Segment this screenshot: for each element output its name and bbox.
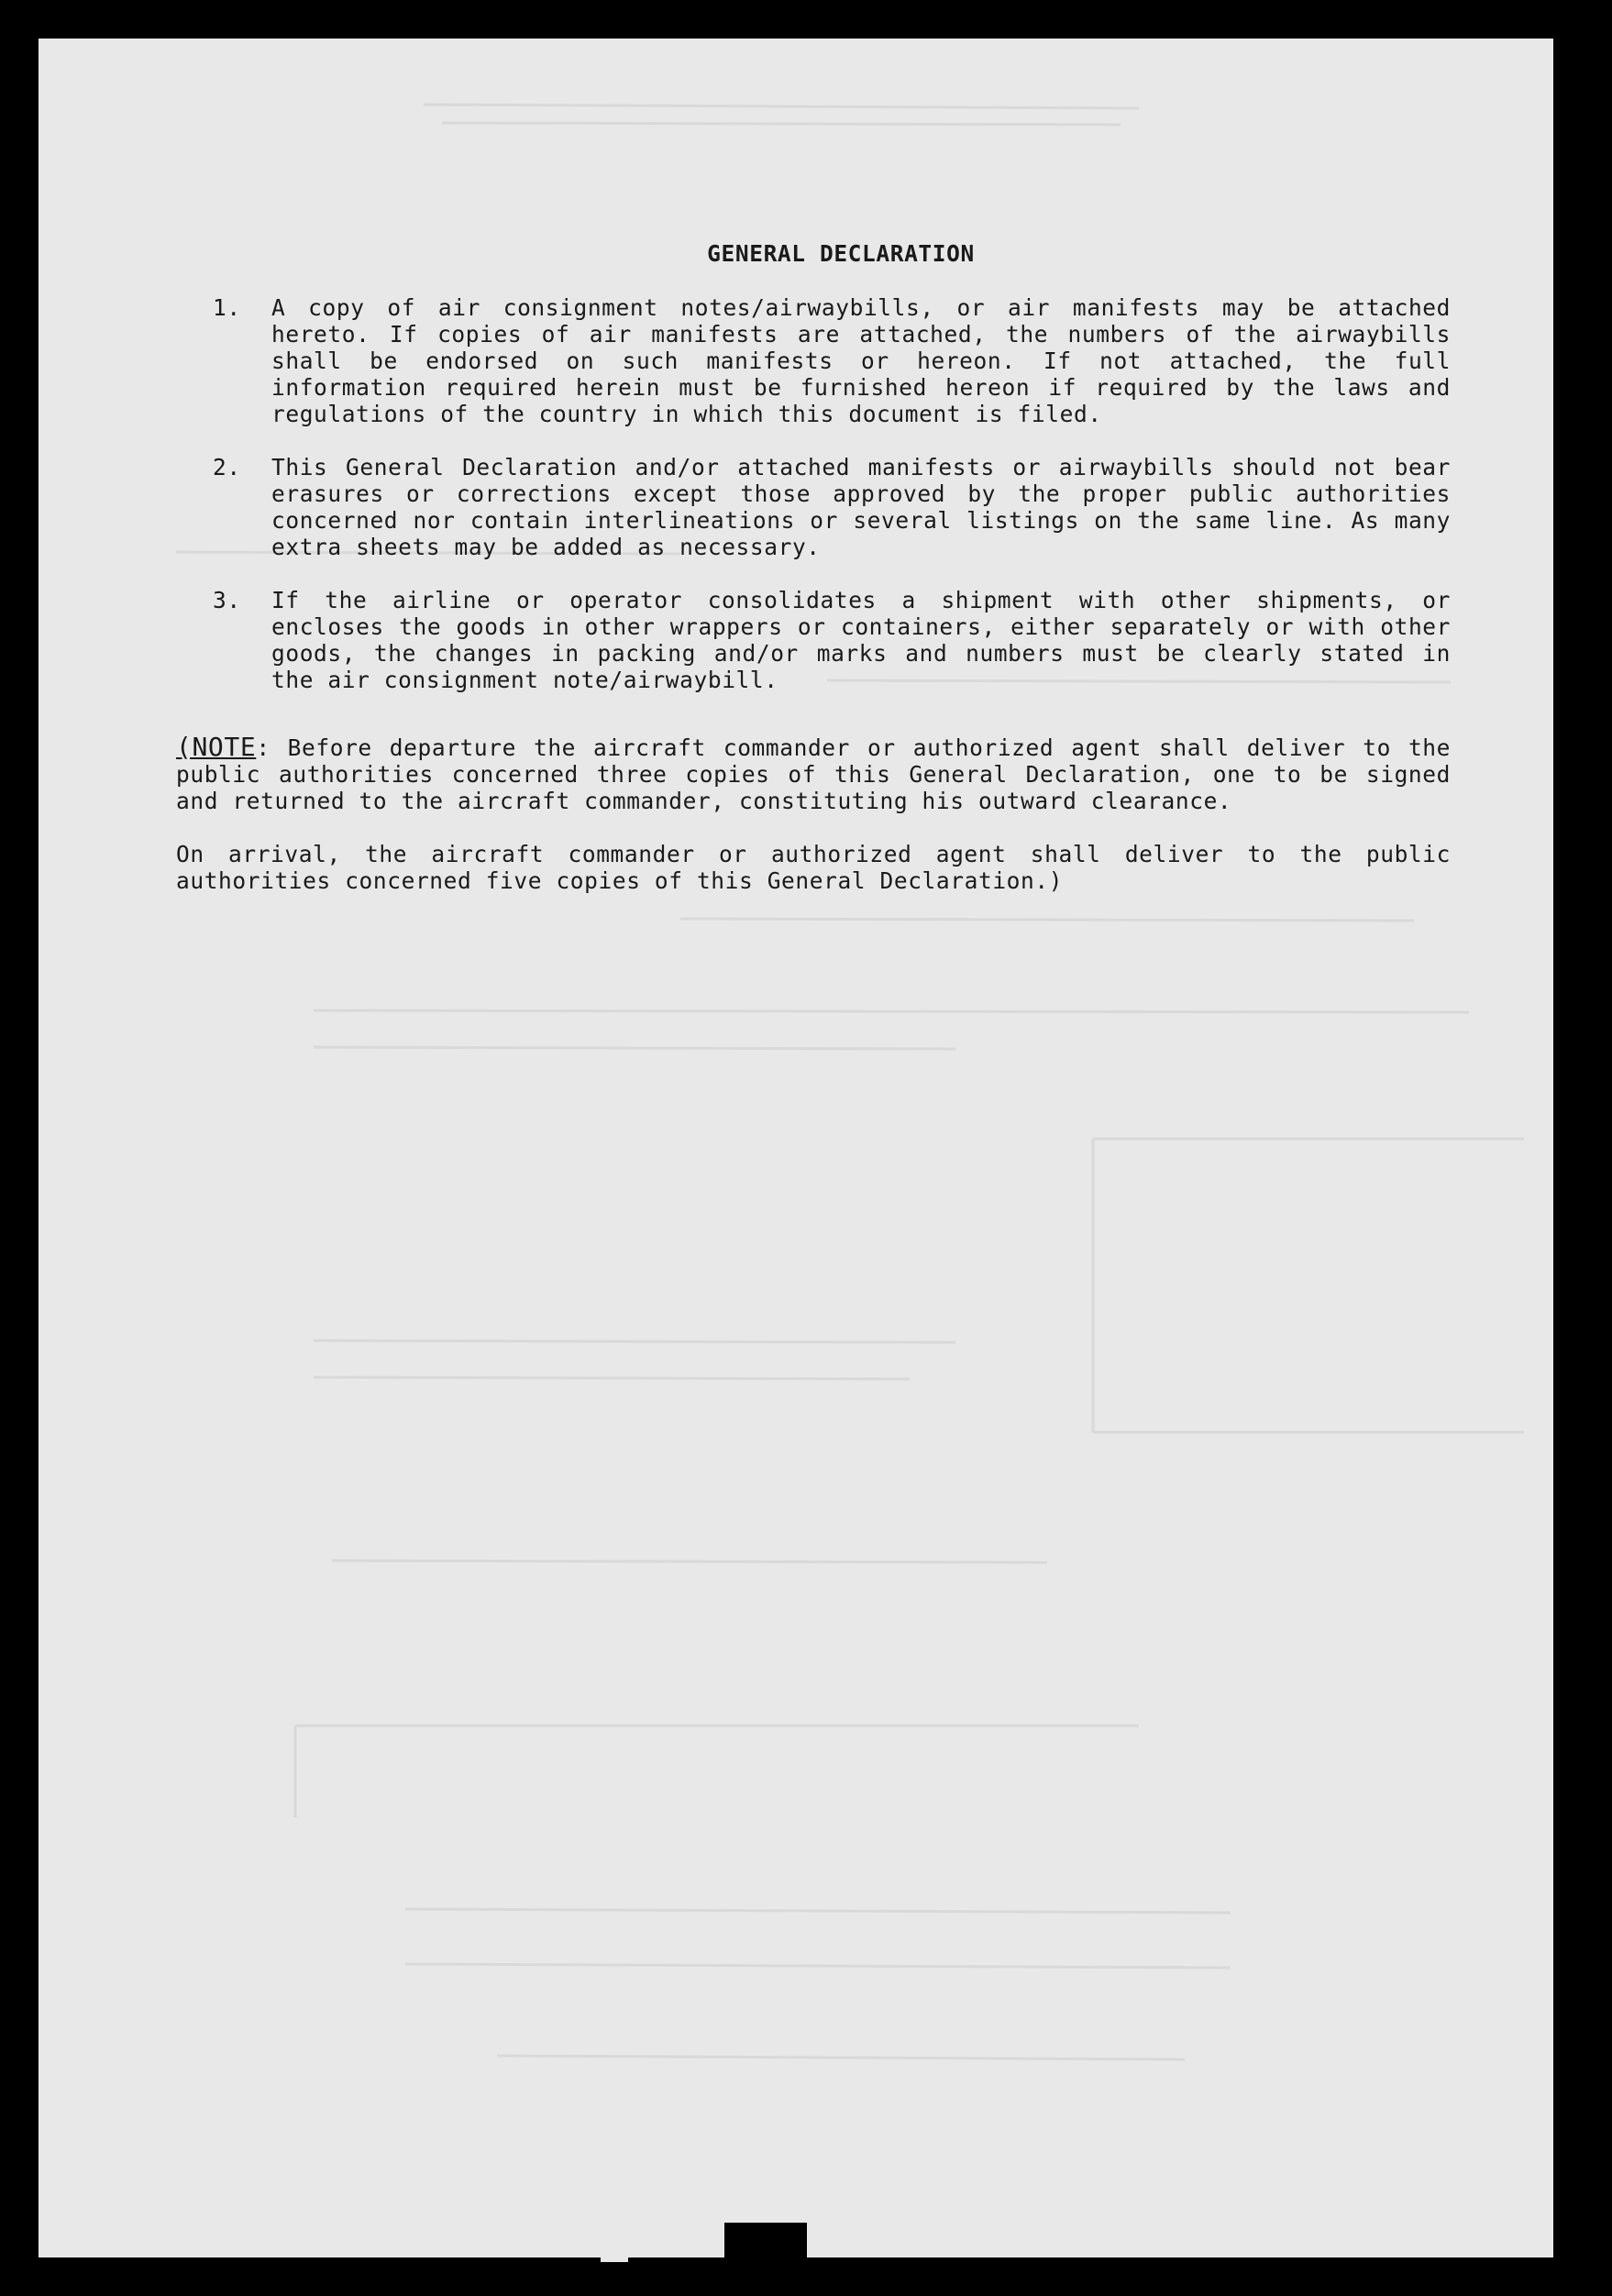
item-number: 1. — [213, 294, 241, 321]
item-number: 3. — [213, 587, 241, 613]
note-paragraph — [176, 734, 1451, 814]
list-item — [176, 454, 1451, 560]
list-item — [176, 294, 1451, 427]
arrival-paragraph: On arrival, the aircraft commander or authorized agent shall deliver to the public authorities concerned five copies of this General Declaration.) — [176, 841, 1451, 894]
note-colon: : — [256, 734, 271, 761]
list-item — [176, 587, 1451, 693]
document-title: GENERAL DECLARATION — [707, 240, 975, 267]
note-label: NOTE — [192, 732, 257, 762]
item-text: If the airline or operator consolidates a shipment with other shipments, or encloses the goods in other wrappers or containers, either separately or with other goods, the changes in packing and/or marks and numbers must be clearly stated in the air consignment note/airwaybill. — [271, 587, 1451, 693]
item-text: A copy of air consignment notes/airwaybills, or air manifests may be attached hereto. If copies of air manifests are attached, the numbers of the airwaybills shall be endorsed on such manifests or hereon. If not attached, the full information required herein must be furnished hereon if required by the laws and regulations of the country in which this document is filed. — [271, 294, 1451, 427]
item-number: 2. — [213, 454, 241, 480]
declaration-body — [176, 240, 1451, 894]
item-text: This General Declaration and/or attached manifests or airwaybills should not bear erasures or corrections except those approved by the proper public authorities concerned nor contain interlineations or several listings on the same line. As many extra sheets may be added as necessary. — [271, 454, 1451, 560]
document-page — [39, 39, 1553, 2257]
note-text: Before departure the aircraft commander or authorized agent shall deliver to the public authorities concerned three copies of this General Declaration, one to be signed and returned to the aircraft commander, constituting his outward clearance. — [176, 734, 1451, 814]
note-open-paren: ( — [176, 732, 193, 762]
